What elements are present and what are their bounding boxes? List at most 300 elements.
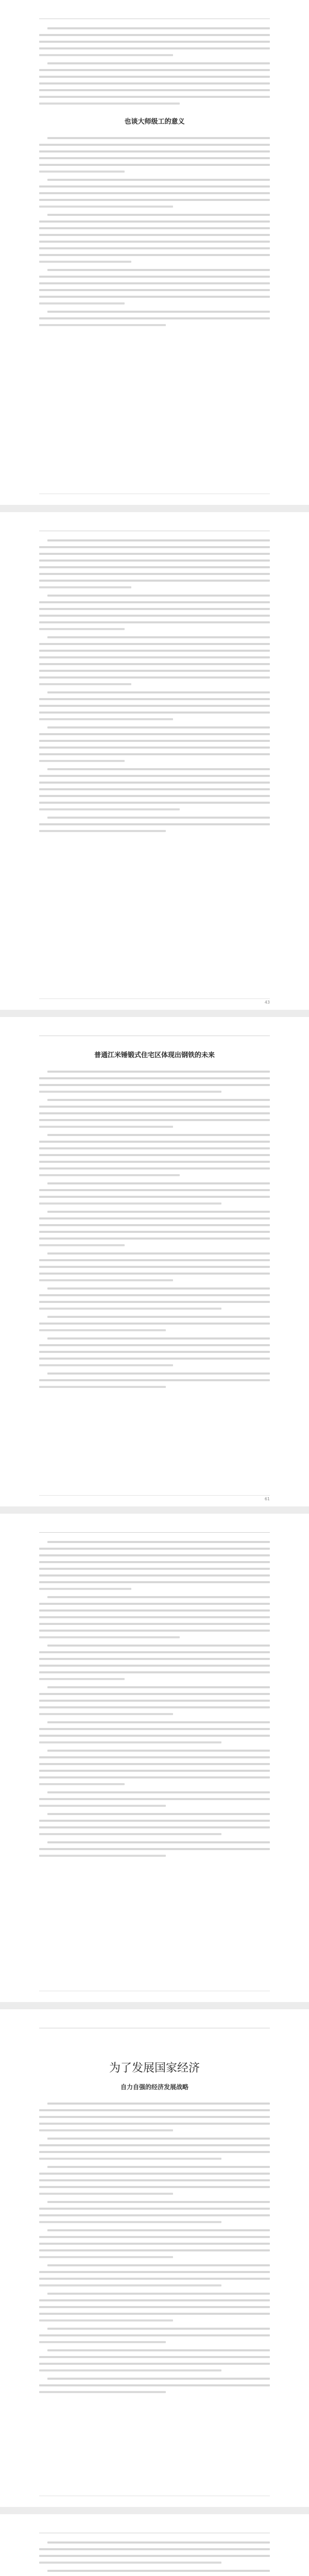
text-line-placeholder (39, 2363, 270, 2365)
text-line-placeholder (39, 2278, 270, 2280)
text-line-placeholder (39, 1308, 221, 1310)
text-line-placeholder (39, 1741, 221, 1743)
paragraph (39, 2201, 270, 2223)
text-line-placeholder (39, 1776, 270, 1778)
text-line-placeholder (39, 1798, 270, 1800)
text-line-placeholder (39, 1174, 180, 1176)
text-line-placeholder (39, 1826, 270, 1828)
text-line-placeholder (39, 296, 270, 298)
text-line-placeholder (39, 1693, 270, 1695)
paragraph (39, 2166, 270, 2195)
paragraph (39, 1287, 270, 1310)
page-footer (39, 1991, 270, 1997)
text-line-placeholder (39, 1279, 173, 1281)
text-line-placeholder (39, 1141, 270, 1143)
paragraph (39, 1645, 270, 1680)
text-line-placeholder (47, 768, 270, 770)
paragraph (39, 2229, 270, 2258)
text-line-placeholder (39, 2243, 270, 2245)
text-line-placeholder (39, 601, 270, 603)
text-line-placeholder (39, 1630, 270, 1632)
text-line-placeholder (39, 302, 125, 304)
text-line-placeholder (47, 2293, 270, 2295)
text-line-placeholder (47, 27, 270, 29)
text-line-placeholder (39, 276, 270, 278)
text-line-placeholder (39, 47, 270, 49)
text-line-placeholder (39, 2123, 270, 2125)
page-2 (0, 512, 309, 1010)
text-line-placeholder (47, 1841, 270, 1843)
text-line-placeholder (47, 1750, 270, 1752)
running-header (39, 1027, 270, 1033)
text-line-placeholder (47, 636, 270, 638)
text-line-placeholder (39, 656, 270, 658)
text-line-placeholder (47, 1791, 270, 1793)
text-line-placeholder (39, 1833, 221, 1835)
running-header (39, 10, 270, 16)
paragraph (39, 1099, 270, 1128)
text-line-placeholder (39, 760, 125, 762)
text-line-placeholder (39, 553, 270, 555)
text-line-placeholder (47, 1337, 270, 1340)
text-line-placeholder (39, 2356, 270, 2358)
page-footer (39, 2496, 270, 2502)
text-line-placeholder (39, 2299, 270, 2301)
text-line-placeholder (39, 670, 270, 672)
text-line-placeholder (39, 580, 270, 582)
text-line-placeholder (47, 1099, 270, 1101)
paragraph (39, 179, 270, 208)
text-line-placeholder (39, 69, 270, 71)
text-line-placeholder (39, 1568, 270, 1570)
text-line-placeholder (39, 1294, 270, 1296)
text-line-placeholder (39, 698, 270, 700)
text-line-placeholder (47, 2201, 270, 2203)
text-line-placeholder (39, 1616, 270, 1618)
text-line-placeholder (47, 1686, 270, 1688)
text-line-placeholder (39, 608, 270, 610)
text-line-placeholder (39, 1713, 173, 1715)
text-line-placeholder (39, 830, 166, 832)
text-line-placeholder (39, 650, 270, 652)
text-line-placeholder (39, 150, 270, 152)
section-title: 也谈大师级工的意义 (124, 118, 185, 126)
text-line-placeholder (39, 663, 270, 665)
paragraph (39, 2570, 270, 2576)
page-footer (39, 998, 270, 1005)
text-line-placeholder (39, 1700, 270, 1702)
text-line-placeholder (39, 2144, 270, 2146)
paragraph (39, 1721, 270, 1743)
text-line-placeholder (39, 282, 270, 284)
text-line-placeholder (39, 2319, 173, 2321)
text-line-placeholder (39, 1244, 125, 1246)
text-line-placeholder (39, 1147, 270, 1149)
page-4 (0, 1514, 309, 2002)
paragraph (39, 636, 270, 685)
text-line-placeholder (39, 643, 270, 645)
paragraph (39, 214, 270, 263)
text-line-placeholder (39, 1217, 270, 1219)
text-line-placeholder (39, 234, 270, 236)
text-line-placeholder (39, 1379, 270, 1381)
text-line-placeholder (39, 546, 270, 548)
paragraph (39, 2103, 270, 2131)
paragraph (39, 2293, 270, 2321)
paragraph (39, 1596, 270, 1638)
text-line-placeholder (39, 1706, 270, 1708)
paragraph (39, 726, 270, 762)
text-line-placeholder (39, 89, 270, 91)
paragraph (39, 311, 270, 326)
text-line-placeholder (47, 1211, 270, 1213)
text-line-placeholder (39, 1112, 270, 1114)
text-line-placeholder (39, 1665, 270, 1667)
text-line-placeholder (47, 179, 270, 181)
text-line-placeholder (39, 1106, 270, 1108)
text-line-placeholder (39, 1574, 270, 1577)
paragraph (39, 1252, 270, 1281)
text-line-placeholder (39, 261, 131, 263)
paragraph (39, 1750, 270, 1785)
text-line-placeholder (47, 2541, 270, 2544)
page-number: 61 (264, 1497, 270, 1501)
paragraph (39, 539, 270, 588)
text-line-placeholder (39, 2151, 270, 2153)
paragraph (39, 1841, 270, 1857)
text-line-placeholder (39, 1581, 270, 1583)
header-rule (39, 1532, 270, 1533)
text-line-placeholder (39, 747, 270, 749)
running-header (39, 1524, 270, 1530)
text-line-placeholder (47, 269, 270, 271)
text-line-placeholder (39, 1189, 270, 1191)
text-line-placeholder (39, 775, 270, 777)
text-line-placeholder (39, 2306, 270, 2308)
text-line-placeholder (39, 788, 270, 790)
text-line-placeholder (47, 1813, 270, 1815)
text-line-placeholder (39, 82, 270, 84)
paragraph (39, 27, 270, 56)
text-line-placeholder (39, 2158, 221, 2160)
text-line-placeholder (39, 1351, 270, 1353)
text-line-placeholder (39, 1323, 270, 1325)
paragraph (39, 1071, 270, 1093)
text-line-placeholder (39, 2256, 173, 2258)
footer-rule (39, 1495, 270, 1496)
page-3 (0, 1017, 309, 1506)
text-line-placeholder (39, 185, 270, 188)
text-line-placeholder (39, 1301, 270, 1303)
text-line-placeholder (47, 2378, 270, 2380)
paragraph (39, 1791, 270, 1807)
text-line-placeholder (39, 2179, 270, 2181)
text-line-placeholder (39, 2221, 221, 2223)
text-line-placeholder (39, 1763, 270, 1765)
paragraph (39, 2138, 270, 2160)
page-body (39, 1049, 270, 1388)
text-line-placeholder (39, 1728, 270, 1730)
paragraph (39, 1316, 270, 1331)
text-line-placeholder (47, 1541, 270, 1543)
text-line-placeholder (39, 1344, 270, 1346)
paragraph (39, 269, 270, 304)
text-line-placeholder (39, 2555, 270, 2557)
page-body (39, 2059, 270, 2393)
text-line-placeholder (39, 1119, 270, 1121)
text-line-placeholder (39, 2391, 166, 2393)
text-line-placeholder (39, 1196, 270, 1198)
text-line-placeholder (39, 1224, 270, 1226)
paragraph (39, 691, 270, 720)
text-line-placeholder (39, 2186, 270, 2188)
text-line-placeholder (47, 817, 270, 819)
text-line-placeholder (39, 2341, 166, 2343)
page-footer (39, 1495, 270, 1501)
text-line-placeholder (39, 76, 270, 78)
text-line-placeholder (39, 1231, 270, 1233)
page-separator (0, 1506, 309, 1514)
text-line-placeholder (47, 1645, 270, 1647)
text-line-placeholder (39, 157, 270, 159)
text-line-placeholder (47, 1252, 270, 1255)
text-line-placeholder (39, 221, 270, 223)
text-line-placeholder (39, 1783, 125, 1785)
paragraph (39, 1337, 270, 1366)
text-line-placeholder (39, 718, 173, 720)
page-body (39, 2541, 270, 2576)
text-line-placeholder (39, 2284, 221, 2286)
text-line-placeholder (39, 1756, 270, 1758)
text-line-placeholder (39, 711, 270, 714)
page-body (39, 1541, 270, 1857)
paragraph (39, 2264, 270, 2286)
text-line-placeholder (39, 171, 125, 173)
paragraph (39, 768, 270, 810)
text-line-placeholder (39, 1678, 125, 1680)
text-line-placeholder (39, 1848, 270, 1850)
text-line-placeholder (39, 1603, 270, 1605)
footer-rule (39, 998, 270, 999)
text-line-placeholder (39, 615, 270, 617)
text-line-placeholder (39, 1077, 270, 1079)
text-line-placeholder (39, 324, 166, 326)
text-line-placeholder (39, 586, 131, 588)
text-line-placeholder (39, 1651, 270, 1653)
running-header (39, 2020, 270, 2026)
text-line-placeholder (39, 2236, 270, 2238)
page-footer (39, 494, 270, 500)
text-line-placeholder (47, 2103, 270, 2105)
text-line-placeholder (39, 2562, 221, 2564)
text-line-placeholder (39, 1636, 180, 1638)
text-line-placeholder (47, 2264, 270, 2266)
text-line-placeholder (47, 1372, 270, 1375)
paragraph (39, 817, 270, 832)
text-line-placeholder (39, 621, 270, 623)
text-line-placeholder (39, 1609, 270, 1612)
text-line-placeholder (47, 726, 270, 728)
text-line-placeholder (39, 823, 270, 825)
text-line-placeholder (39, 241, 270, 243)
paragraph (39, 1211, 270, 1246)
text-line-placeholder (39, 1561, 270, 1563)
text-line-placeholder (39, 628, 125, 630)
text-line-placeholder (39, 1805, 166, 1807)
text-line-placeholder (39, 1238, 270, 1240)
text-line-placeholder (39, 1202, 221, 1205)
text-line-placeholder (47, 2349, 270, 2351)
running-header (39, 522, 270, 529)
paragraph (39, 595, 270, 630)
paragraph (39, 137, 270, 173)
text-line-placeholder (47, 595, 270, 597)
section-title: 普通江米锤锻式住宅区体现出钢铁的未来 (94, 1052, 215, 1059)
text-line-placeholder (39, 2109, 270, 2111)
section-subtitle: 自力自强的经济发展战略 (120, 2083, 188, 2091)
text-line-placeholder (39, 2369, 221, 2371)
text-line-placeholder (39, 289, 270, 291)
text-line-placeholder (39, 1554, 270, 1556)
paragraph (39, 1134, 270, 1176)
text-line-placeholder (39, 1126, 173, 1128)
text-line-placeholder (39, 2214, 270, 2216)
text-line-placeholder (39, 1623, 270, 1625)
text-line-placeholder (39, 1329, 166, 1331)
section-title: 为了发展国家经济 (109, 2062, 200, 2075)
page-body (39, 27, 270, 326)
text-line-placeholder (47, 1134, 270, 1136)
text-line-placeholder (39, 2129, 173, 2131)
text-line-placeholder (39, 199, 270, 201)
text-line-placeholder (39, 705, 270, 707)
paragraph (39, 1686, 270, 1715)
text-line-placeholder (39, 1386, 166, 1388)
text-line-placeholder (39, 802, 270, 804)
text-line-placeholder (47, 2229, 270, 2231)
text-line-placeholder (39, 192, 270, 194)
text-line-placeholder (39, 254, 270, 256)
text-line-placeholder (47, 214, 270, 216)
text-line-placeholder (39, 782, 270, 784)
text-line-placeholder (39, 1091, 221, 1093)
text-line-placeholder (39, 573, 270, 575)
page-separator (0, 2002, 309, 2009)
text-line-placeholder (39, 676, 270, 679)
text-line-placeholder (47, 2166, 270, 2168)
text-line-placeholder (39, 96, 270, 98)
text-line-placeholder (47, 2328, 270, 2330)
text-line-placeholder (39, 2313, 270, 2315)
text-line-placeholder (39, 1259, 270, 1261)
page-number: 43 (264, 1000, 270, 1005)
text-line-placeholder (39, 1167, 270, 1170)
text-line-placeholder (47, 1596, 270, 1598)
paragraph (39, 1372, 270, 1388)
text-line-placeholder (39, 1161, 270, 1163)
text-line-placeholder (39, 1588, 131, 1590)
text-line-placeholder (39, 2548, 270, 2550)
text-line-placeholder (39, 1855, 166, 1857)
text-line-placeholder (39, 808, 180, 810)
text-line-placeholder (47, 1182, 270, 1184)
text-line-placeholder (39, 566, 270, 568)
text-line-placeholder (39, 54, 173, 56)
text-line-placeholder (39, 34, 270, 36)
text-line-placeholder (39, 740, 270, 742)
text-line-placeholder (39, 1266, 270, 1268)
text-line-placeholder (39, 1154, 270, 1156)
page-6 (0, 2514, 309, 2576)
running-header (39, 2524, 270, 2531)
text-line-placeholder (39, 1671, 270, 1673)
text-line-placeholder (39, 2116, 270, 2118)
text-line-placeholder (39, 227, 270, 229)
text-line-placeholder (39, 41, 270, 43)
text-line-placeholder (47, 539, 270, 541)
text-line-placeholder (39, 206, 173, 208)
text-line-placeholder (39, 1273, 270, 1275)
paragraph (39, 1813, 270, 1835)
text-line-placeholder (39, 2384, 270, 2386)
text-line-placeholder (39, 317, 270, 319)
paragraph (39, 2378, 270, 2393)
text-line-placeholder (47, 2570, 270, 2572)
text-line-placeholder (47, 137, 270, 139)
text-line-placeholder (39, 683, 131, 685)
text-line-placeholder (47, 691, 270, 693)
text-line-placeholder (39, 2249, 270, 2251)
text-line-placeholder (39, 1735, 270, 1737)
text-line-placeholder (39, 247, 270, 249)
text-line-placeholder (39, 2173, 270, 2175)
text-line-placeholder (47, 1071, 270, 1073)
text-line-placeholder (39, 2334, 270, 2336)
text-line-placeholder (47, 2138, 270, 2140)
text-line-placeholder (39, 733, 270, 735)
text-line-placeholder (39, 1548, 270, 1550)
paragraph (39, 2328, 270, 2343)
page-separator (0, 2507, 309, 2514)
paragraph (39, 62, 270, 105)
paragraph (39, 2349, 270, 2371)
text-line-placeholder (39, 1658, 270, 1660)
page-body (39, 539, 270, 832)
text-line-placeholder (39, 753, 270, 755)
text-line-placeholder (47, 1316, 270, 1318)
text-line-placeholder (39, 1084, 270, 1086)
text-line-placeholder (39, 2208, 270, 2210)
text-line-placeholder (39, 560, 270, 562)
paragraph (39, 2541, 270, 2564)
text-line-placeholder (47, 62, 270, 64)
text-line-placeholder (39, 164, 270, 166)
text-line-placeholder (39, 144, 270, 146)
text-line-placeholder (47, 1721, 270, 1723)
text-line-placeholder (39, 103, 180, 105)
page-separator (0, 1010, 309, 1017)
page-5 (0, 2009, 309, 2507)
text-line-placeholder (39, 2193, 173, 2195)
text-line-placeholder (47, 311, 270, 313)
text-line-placeholder (39, 1770, 270, 1772)
page-separator (0, 505, 309, 512)
paragraph (39, 1541, 270, 1590)
text-line-placeholder (39, 1364, 173, 1366)
text-line-placeholder (39, 795, 270, 797)
paragraph (39, 1182, 270, 1205)
text-line-placeholder (39, 1820, 270, 1822)
